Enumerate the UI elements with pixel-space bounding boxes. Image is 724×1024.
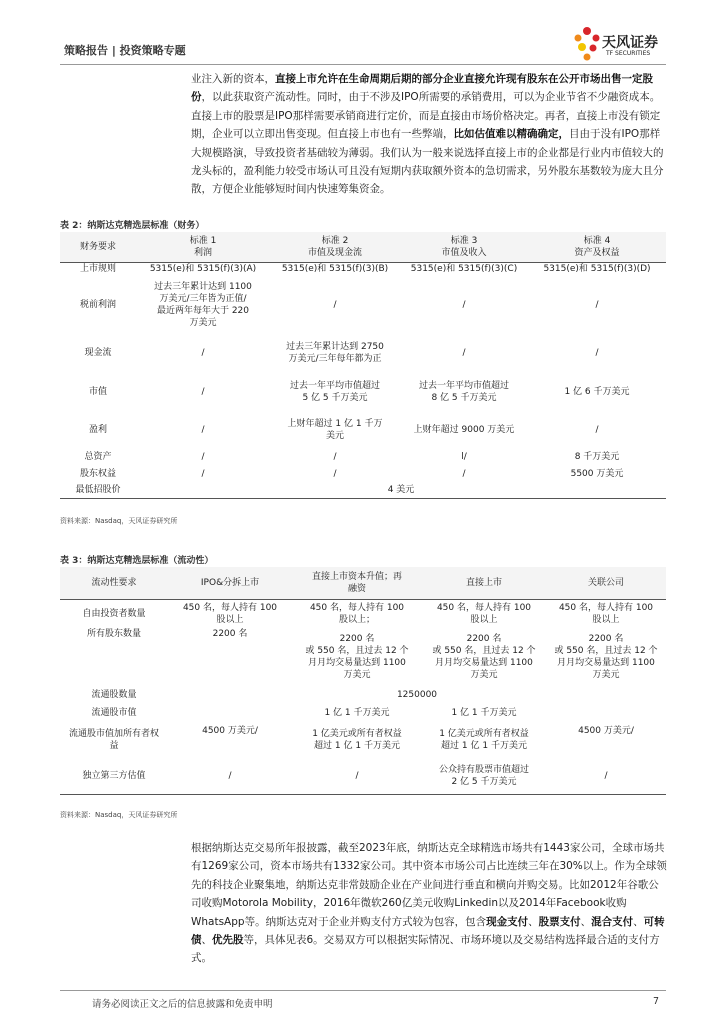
table-cell: 流通股市值 bbox=[91, 707, 137, 718]
table2 bbox=[60, 232, 666, 499]
table-cell: / bbox=[333, 451, 337, 462]
table-row bbox=[60, 448, 666, 465]
table3-header: 流动性要求 bbox=[60, 567, 168, 599]
payment-convertible: 可转债 bbox=[191, 915, 665, 947]
payment-cash: 现金支付 bbox=[486, 915, 529, 928]
table-cell: 8 千万美元 bbox=[574, 451, 620, 462]
logo-mark-icon bbox=[572, 26, 602, 62]
table2-header: 标准 4 资产及权益 bbox=[528, 232, 666, 262]
table-cell: 盈利 bbox=[88, 425, 107, 435]
table-cell: 5315(e)和 5315(f)(3)(A) bbox=[149, 264, 257, 275]
table-row bbox=[60, 628, 666, 686]
table-cell: 1250000 bbox=[396, 689, 438, 700]
table2-header-row bbox=[60, 232, 666, 262]
intro-paragraph bbox=[191, 70, 667, 199]
table-row bbox=[60, 372, 666, 412]
table-cell: / bbox=[201, 348, 205, 358]
table-row bbox=[60, 758, 666, 794]
separator: 、 bbox=[580, 915, 592, 928]
table-cell: 1 亿 1 千万美元 bbox=[451, 707, 517, 718]
intro-text-1: 业注入新的资本， bbox=[191, 73, 275, 85]
table-cell: / bbox=[201, 425, 205, 435]
table-row bbox=[60, 465, 666, 482]
separator: 、 bbox=[528, 915, 539, 928]
logo-subtitle: TF SECURITIES bbox=[606, 50, 651, 57]
table-cell: 税前利润 bbox=[79, 300, 116, 310]
table-cell: 2200 名 或 550 名，且过去 12 个 月月均交易量达到 1100 万美元 bbox=[554, 634, 658, 680]
table-cell: 过去三年累计达到 1100 万美元/三年皆为正值/ 最近两年每年大于 220 万美元 bbox=[154, 282, 252, 328]
table3-header: 关联公司 bbox=[546, 567, 666, 599]
intro-bold-2: 比如估值难以精确确定， bbox=[453, 128, 569, 141]
table-cell: 450 名，每人持有 100 股以上 bbox=[558, 602, 654, 625]
table-cell: / bbox=[595, 300, 599, 310]
table3-header: 直接上市资本升值；再 融资 bbox=[292, 567, 422, 599]
table-cell: 450 名，每人持有 100 股以上 bbox=[436, 602, 532, 625]
footer-rule bbox=[60, 990, 666, 991]
table-row bbox=[60, 599, 666, 628]
closing-text-1: 根据纳斯达克交易所年报披露，截至2023年底，纳斯达克全球精选市场共有1443家公司，全球市场共有1269家公司，资本市场共有1332家公司。其中资本市场公司占比连续三年在30%以上。作为全球领先的科技企业聚集地，纳斯达克非常鼓励企业在产业间进行垂直和横向并购交易。比如2012年谷歌公司收购Motorola Mobility，2016年微软260亿美元收购Linkedin以及2014年Facebook收购WhatsApp等。纳斯达克对于企业并购支付方式较为包容，包含 bbox=[191, 842, 667, 928]
table-cell: / bbox=[333, 468, 337, 479]
table-cell: 1 亿 1 千万美元 bbox=[324, 707, 390, 718]
table-cell: 过去三年累计达到 2750 万美元/三年每年都为正 bbox=[286, 342, 384, 364]
table-cell: / bbox=[292, 758, 422, 794]
table-row bbox=[60, 686, 666, 703]
table-cell: 2200 名 bbox=[212, 629, 248, 639]
table3-header: IPO&分拆上市 bbox=[168, 567, 292, 599]
table-cell: 4500 万美元/ bbox=[202, 725, 258, 736]
footer-disclaimer: 请务必阅读正文之后的信息披露和免责申明 bbox=[92, 999, 273, 1010]
table-cell: 5315(e)和 5315(f)(3)(C) bbox=[410, 264, 518, 275]
table-cell: 现金流 bbox=[84, 348, 112, 358]
table-cell: 上财年超过 1 亿 1 千万 美元 bbox=[287, 419, 383, 441]
table-cell: 上市规则 bbox=[79, 264, 116, 275]
table2-title: 表 2：纳斯达克精选层标准（财务） bbox=[60, 221, 205, 231]
intro-bold-1: 直接上市允许在生命周期后期的部分企业直接允许现有股东在公开市场出售一定股份 bbox=[191, 73, 653, 104]
table3-header-row bbox=[60, 567, 666, 599]
table-cell: 1 亿美元或所有者权益 超过 1 亿 1 千万美元 bbox=[439, 729, 529, 751]
table-cell: 流通股数量 bbox=[91, 689, 137, 700]
table2-header: 标准 1 利润 bbox=[136, 232, 270, 262]
table-row bbox=[60, 482, 666, 498]
table-cell: 过去一年平均市值超过 8 亿 5 千万美元 bbox=[418, 381, 509, 403]
table-cell: l/ bbox=[461, 451, 467, 462]
table-cell: / bbox=[462, 468, 466, 479]
page-number: 7 bbox=[653, 996, 660, 1007]
table-cell: 上财年超过 9000 万美元 bbox=[413, 425, 515, 435]
header-rule bbox=[60, 64, 666, 65]
table-cell: 流通股市值加所有者权 益 bbox=[68, 729, 159, 751]
table3-header: 直接上市 bbox=[422, 567, 546, 599]
table-cell: 450 名，每人持有 100 股以上； bbox=[309, 602, 405, 625]
report-category: 策略报告 | 投资策略专题 bbox=[64, 44, 186, 57]
table3-title: 表 3：纳斯达克精选层标准（流动性） bbox=[60, 556, 214, 566]
table-cell: / bbox=[201, 387, 205, 397]
table-cell: 5315(e)和 5315(f)(3)(D) bbox=[543, 264, 651, 275]
table-row bbox=[60, 334, 666, 372]
payment-mixed: 混合支付 bbox=[591, 915, 634, 928]
table-cell: / bbox=[546, 758, 666, 794]
table-cell: 过去一年平均市值超过 5 亿 5 千万美元 bbox=[289, 381, 380, 403]
payment-stock: 股票支付 bbox=[538, 915, 581, 928]
table-cell: 5315(e)和 5315(f)(3)(B) bbox=[281, 264, 389, 275]
table-cell: 450 名，每人持有 100 股以上 bbox=[182, 602, 278, 625]
table-cell: 2200 名 或 550 名，且过去 12 个 月月均交易量达到 1100 万美元 bbox=[305, 634, 409, 680]
table-cell: 所有股东数量 bbox=[86, 629, 141, 639]
table-cell: 1 亿 6 千万美元 bbox=[564, 387, 630, 397]
table-cell: 最低招股价 bbox=[60, 482, 136, 498]
separator: 、 bbox=[633, 915, 644, 928]
table-row bbox=[60, 703, 666, 722]
table-cell: 市值 bbox=[88, 387, 107, 397]
table3 bbox=[60, 567, 666, 795]
table-cell: 4 美元 bbox=[136, 482, 666, 498]
table-row bbox=[60, 262, 666, 276]
table-row bbox=[60, 412, 666, 448]
table-cell: 总资产 bbox=[84, 451, 112, 462]
table-cell: 独立第三方估值 bbox=[60, 758, 168, 794]
intro-text-3: 目由于没有IPO那样大规模路演，导致投资者基础较为薄弱。我们认为一般来说选择直接上市的企业都是行业内市值较大的龙头标的，盈利能力较受市场认可且没有短期内获取额外资本的急切需求，另外股东基数较为庞大且分散，方便企业能够短时间内快速筹集资金。 bbox=[191, 128, 664, 196]
table-cell: 公众持有股票市值超过 2 亿 5 千万美元 bbox=[422, 758, 546, 794]
table-row bbox=[60, 276, 666, 334]
logo-name: 天风证券 bbox=[602, 35, 658, 51]
payment-preferred: 优先股 bbox=[212, 934, 244, 947]
table-cell: / bbox=[595, 425, 599, 435]
closing-text-2: 等，具体见表6。交易双方可以根据实际情况、市场环境以及交易结构选择最合适的支付方式。 bbox=[191, 934, 660, 965]
table-cell: 股东权益 bbox=[79, 468, 116, 479]
table-cell: / bbox=[333, 300, 337, 310]
table3-source: 资料来源：Nasdaq，天风证券研究所 bbox=[60, 811, 178, 819]
table-cell: 2200 名 或 550 名，且过去 12 个 月月均交易量达到 1100 万美元 bbox=[432, 634, 536, 680]
company-logo bbox=[572, 26, 692, 66]
table-cell: / bbox=[595, 348, 599, 358]
table-cell: 自由投资者数量 bbox=[82, 608, 146, 619]
table-cell: / bbox=[462, 348, 466, 358]
table-cell: 5500 万美元 bbox=[570, 468, 624, 479]
table-cell: / bbox=[201, 451, 205, 462]
separator: 、 bbox=[201, 934, 212, 947]
table2-header: 标准 2 市值及现金流 bbox=[270, 232, 400, 262]
table-cell: 4500 万美元/ bbox=[578, 725, 634, 736]
table-cell: / bbox=[168, 758, 292, 794]
intro-text-2: ，以此获取资产流动性。同时，由于不涉及IPO所需要的承销费用，可以为企业节省不少融资成本。直接上市的股票是IPO那样需要承销商进行定价，而是直接由市场价格决定。再者，直接上市没有锁定期，企业可以立即出售变现。但直接上市也有一些弊端， bbox=[191, 91, 661, 141]
table-cell: 1 亿美元或所有者权益 超过 1 亿 1 千万美元 bbox=[312, 729, 402, 751]
closing-paragraph bbox=[191, 839, 667, 968]
table2-header: 财务要求 bbox=[60, 232, 136, 262]
table-cell: / bbox=[201, 468, 205, 479]
table2-header: 标准 3 市值及收入 bbox=[400, 232, 528, 262]
table-cell: / bbox=[462, 300, 466, 310]
table2-source: 资料来源：Nasdaq，天风证券研究所 bbox=[60, 517, 178, 525]
